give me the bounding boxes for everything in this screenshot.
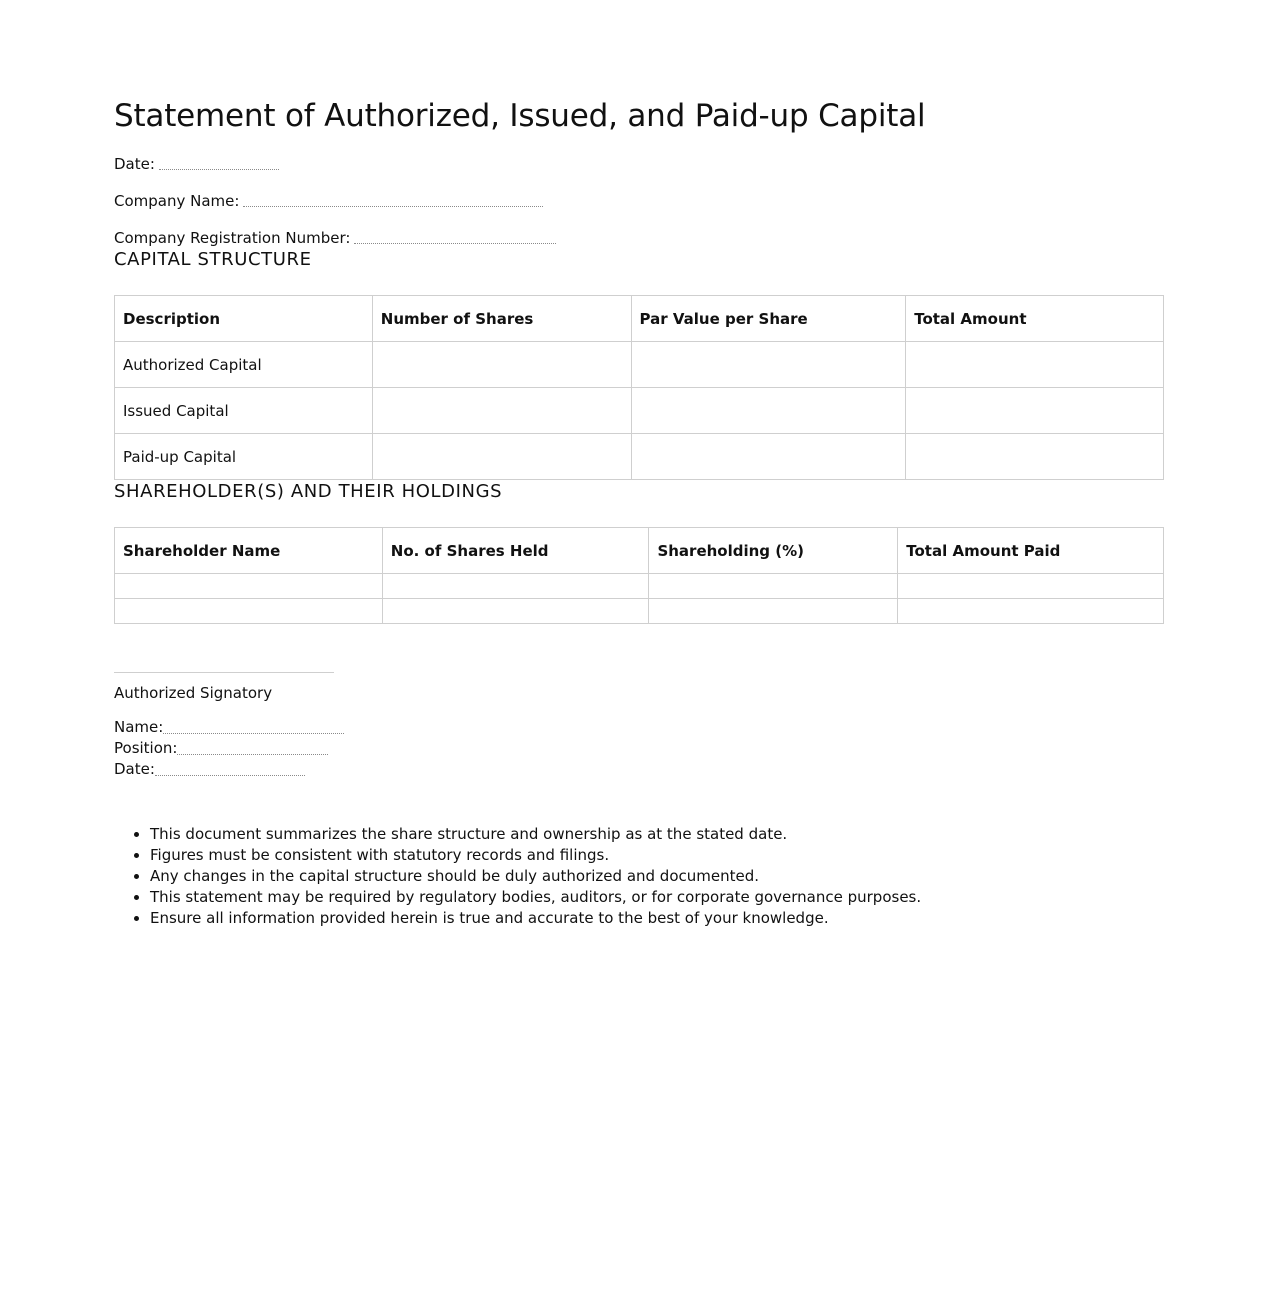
shares-cell[interactable] [372,388,631,434]
column-header: No. of Shares Held [382,528,649,574]
list-item: • Figures must be consistent with statutory records and filings. [150,845,1164,866]
shares-held-cell[interactable] [382,574,649,599]
column-header: Shareholding (%) [649,528,898,574]
par-value-cell[interactable] [631,342,906,388]
table-header-row [115,296,1164,342]
table-row [115,388,1164,434]
list-item: • This statement may be required by regulatory bodies, auditors, or for corporate governance purposes. [150,887,1164,908]
column-header: Total Amount [906,296,1164,342]
company-name-label: Company Name: [114,192,240,210]
column-header: Par Value per Share [631,296,906,342]
shareholder-name-cell[interactable] [115,599,383,624]
shares-held-cell[interactable] [382,599,649,624]
document-title: Statement of Authorized, Issued, and Paid-up Capital [114,98,926,134]
column-header: Description [115,296,373,342]
signatory-name-field [114,717,1164,738]
signatory-date-field [114,759,1164,780]
signature-line[interactable] [114,672,334,673]
signatory-name-blank[interactable] [163,732,344,734]
signatory-position-label: Position: [114,739,178,757]
par-value-cell[interactable] [631,434,906,480]
table-row [115,574,1164,599]
registration-number-field [114,228,1164,248]
list-item: • Any changes in the capital structure should be duly authorized and documented. [150,866,1164,887]
shareholding-percent-cell[interactable] [649,574,898,599]
company-name-field [114,191,1164,211]
table-row [115,599,1164,624]
registration-number-label: Company Registration Number: [114,229,351,247]
column-header: Number of Shares [372,296,631,342]
description-cell: Issued Capital [115,388,373,434]
description-cell: Paid-up Capital [115,434,373,480]
date-blank[interactable] [159,168,279,170]
list-item: • Ensure all information provided herein is true and accurate to the best of your knowledge. [150,908,1164,929]
date-field [114,154,1164,174]
total-amount-cell[interactable] [906,342,1164,388]
date-label: Date: [114,155,155,173]
total-amount-cell[interactable] [906,434,1164,480]
capital-structure-table [114,295,1164,480]
list-item: • This document summarizes the share structure and ownership as at the stated date. [150,824,1164,845]
shareholder-name-cell[interactable] [115,574,383,599]
column-header: Total Amount Paid [898,528,1164,574]
shares-cell[interactable] [372,434,631,480]
signatory-fields [114,717,1164,780]
total-amount-cell[interactable] [906,388,1164,434]
table-row [115,434,1164,480]
notes-list [114,824,1164,929]
registration-number-blank[interactable] [354,242,556,244]
signatory-date-label: Date: [114,760,155,778]
par-value-cell[interactable] [631,388,906,434]
signatory-position-field [114,738,1164,759]
shareholders-table [114,527,1164,624]
shares-cell[interactable] [372,342,631,388]
table-row [115,342,1164,388]
signatory-position-blank[interactable] [177,753,328,755]
signatory-caption: Authorized Signatory [114,684,273,702]
table-header-row [115,528,1164,574]
shareholders-heading: SHAREHOLDER(S) AND THEIR HOLDINGS [114,481,503,502]
capital-structure-heading: CAPITAL STRUCTURE [114,249,312,270]
description-cell: Authorized Capital [115,342,373,388]
signatory-name-label: Name: [114,718,164,736]
amount-paid-cell[interactable] [898,574,1164,599]
signatory-date-blank[interactable] [155,774,305,776]
shareholding-percent-cell[interactable] [649,599,898,624]
company-name-blank[interactable] [243,205,543,207]
signature-block [114,672,1164,780]
column-header: Shareholder Name [115,528,383,574]
amount-paid-cell[interactable] [898,599,1164,624]
